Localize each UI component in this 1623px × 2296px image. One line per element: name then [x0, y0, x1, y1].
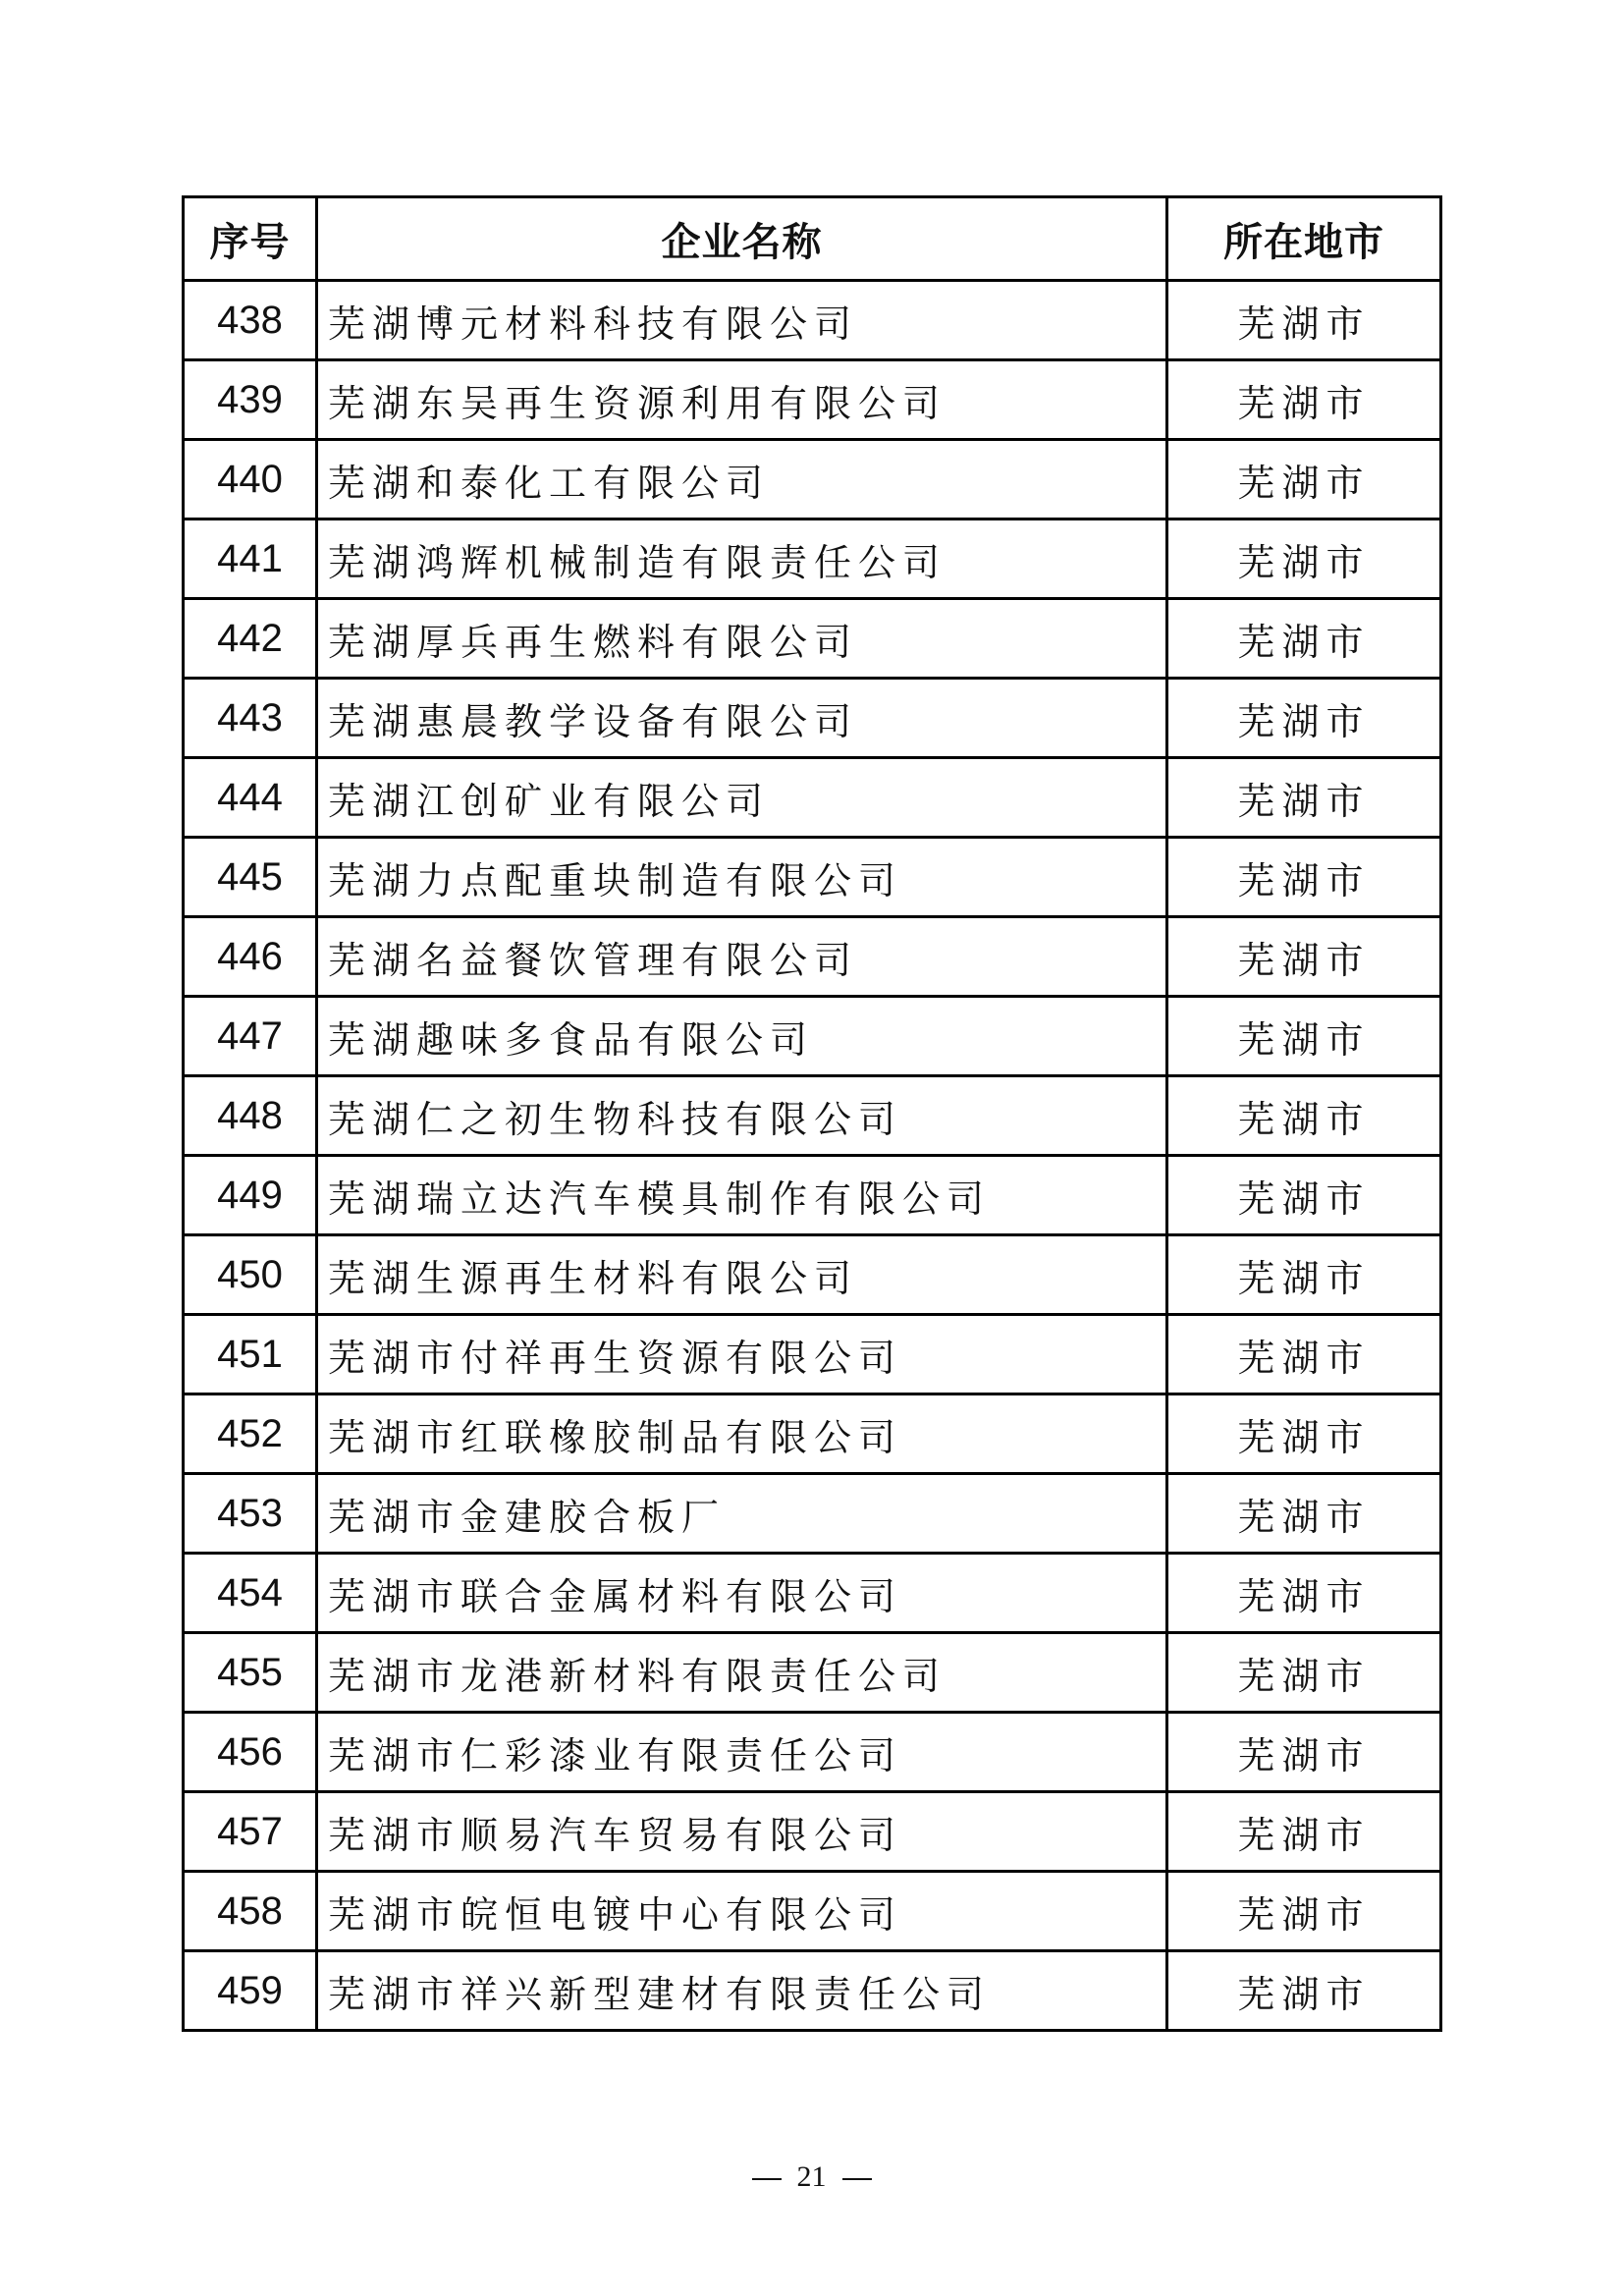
table-row [184, 1156, 1441, 1235]
table-row [184, 1792, 1441, 1872]
table-row [184, 838, 1441, 917]
serial-number-cell: 442 [184, 599, 317, 679]
city-cell: 芜湖市 [1167, 1951, 1441, 2031]
company-name-cell: 芜湖市金建胶合板厂 [317, 1474, 1167, 1554]
company-name-cell: 芜湖市联合金属材料有限公司 [317, 1554, 1167, 1633]
city-cell: 芜湖市 [1167, 1633, 1441, 1713]
table-row [184, 1315, 1441, 1394]
table-row [184, 758, 1441, 838]
table-row [184, 1394, 1441, 1474]
serial-number-cell: 455 [184, 1633, 317, 1713]
city-cell: 芜湖市 [1167, 1474, 1441, 1554]
header-serial-number: 序号 [184, 197, 317, 281]
city-cell: 芜湖市 [1167, 1315, 1441, 1394]
table-row [184, 1235, 1441, 1315]
table-row [184, 1951, 1441, 2031]
table-row [184, 997, 1441, 1076]
city-cell: 芜湖市 [1167, 1792, 1441, 1872]
company-name-cell: 芜湖和泰化工有限公司 [317, 440, 1167, 519]
table-row [184, 917, 1441, 997]
city-cell: 芜湖市 [1167, 599, 1441, 679]
serial-number-cell: 444 [184, 758, 317, 838]
serial-number-cell: 454 [184, 1554, 317, 1633]
page-footer [0, 2160, 1623, 2194]
city-cell: 芜湖市 [1167, 838, 1441, 917]
table-body [184, 281, 1441, 2031]
serial-number-cell: 440 [184, 440, 317, 519]
serial-number-cell: 457 [184, 1792, 317, 1872]
table-row [184, 1554, 1441, 1633]
footer-dash-left [752, 2178, 782, 2180]
table-header [184, 197, 1441, 281]
company-name-cell: 芜湖力点配重块制造有限公司 [317, 838, 1167, 917]
page-number: 21 [796, 2160, 827, 2193]
serial-number-cell: 446 [184, 917, 317, 997]
company-name-cell: 芜湖博元材料科技有限公司 [317, 281, 1167, 360]
company-name-cell: 芜湖东吴再生资源利用有限公司 [317, 360, 1167, 440]
company-name-cell: 芜湖趣味多食品有限公司 [317, 997, 1167, 1076]
city-cell: 芜湖市 [1167, 1394, 1441, 1474]
serial-number-cell: 451 [184, 1315, 317, 1394]
company-name-cell: 芜湖名益餐饮管理有限公司 [317, 917, 1167, 997]
header-company-name: 企业名称 [317, 197, 1167, 281]
company-name-cell: 芜湖生源再生材料有限公司 [317, 1235, 1167, 1315]
city-cell: 芜湖市 [1167, 360, 1441, 440]
city-cell: 芜湖市 [1167, 1156, 1441, 1235]
serial-number-cell: 447 [184, 997, 317, 1076]
serial-number-cell: 438 [184, 281, 317, 360]
city-cell: 芜湖市 [1167, 1235, 1441, 1315]
table-row [184, 360, 1441, 440]
city-cell: 芜湖市 [1167, 519, 1441, 599]
city-cell: 芜湖市 [1167, 758, 1441, 838]
city-cell: 芜湖市 [1167, 679, 1441, 758]
company-name-cell: 芜湖鸿辉机械制造有限责任公司 [317, 519, 1167, 599]
serial-number-cell: 441 [184, 519, 317, 599]
header-city: 所在地市 [1167, 197, 1441, 281]
serial-number-cell: 450 [184, 1235, 317, 1315]
table-row [184, 1633, 1441, 1713]
serial-number-cell: 449 [184, 1156, 317, 1235]
city-cell: 芜湖市 [1167, 1872, 1441, 1951]
serial-number-cell: 452 [184, 1394, 317, 1474]
header-row [184, 197, 1441, 281]
serial-number-cell: 458 [184, 1872, 317, 1951]
footer-dash-right [842, 2178, 872, 2180]
company-name-cell: 芜湖市付祥再生资源有限公司 [317, 1315, 1167, 1394]
serial-number-cell: 456 [184, 1713, 317, 1792]
company-name-cell: 芜湖市皖恒电镀中心有限公司 [317, 1872, 1167, 1951]
company-name-cell: 芜湖市祥兴新型建材有限责任公司 [317, 1951, 1167, 2031]
serial-number-cell: 443 [184, 679, 317, 758]
company-name-cell: 芜湖瑞立达汽车模具制作有限公司 [317, 1156, 1167, 1235]
city-cell: 芜湖市 [1167, 1076, 1441, 1156]
table-row [184, 519, 1441, 599]
table-row [184, 281, 1441, 360]
table-row [184, 1713, 1441, 1792]
city-cell: 芜湖市 [1167, 1713, 1441, 1792]
serial-number-cell: 459 [184, 1951, 317, 2031]
company-name-cell: 芜湖仁之初生物科技有限公司 [317, 1076, 1167, 1156]
city-cell: 芜湖市 [1167, 917, 1441, 997]
table-row [184, 1474, 1441, 1554]
company-name-cell: 芜湖市红联橡胶制品有限公司 [317, 1394, 1167, 1474]
table-row [184, 440, 1441, 519]
table-row [184, 1872, 1441, 1951]
city-cell: 芜湖市 [1167, 281, 1441, 360]
company-name-cell: 芜湖惠晨教学设备有限公司 [317, 679, 1167, 758]
serial-number-cell: 439 [184, 360, 317, 440]
company-name-cell: 芜湖市仁彩漆业有限责任公司 [317, 1713, 1167, 1792]
table-row [184, 1076, 1441, 1156]
table-row [184, 599, 1441, 679]
serial-number-cell: 453 [184, 1474, 317, 1554]
company-name-cell: 芜湖江创矿业有限公司 [317, 758, 1167, 838]
company-name-cell: 芜湖市龙港新材料有限责任公司 [317, 1633, 1167, 1713]
company-name-cell: 芜湖厚兵再生燃料有限公司 [317, 599, 1167, 679]
serial-number-cell: 448 [184, 1076, 317, 1156]
company-list-table [182, 195, 1442, 2032]
city-cell: 芜湖市 [1167, 997, 1441, 1076]
city-cell: 芜湖市 [1167, 440, 1441, 519]
city-cell: 芜湖市 [1167, 1554, 1441, 1633]
table-row [184, 679, 1441, 758]
company-name-cell: 芜湖市顺易汽车贸易有限公司 [317, 1792, 1167, 1872]
serial-number-cell: 445 [184, 838, 317, 917]
